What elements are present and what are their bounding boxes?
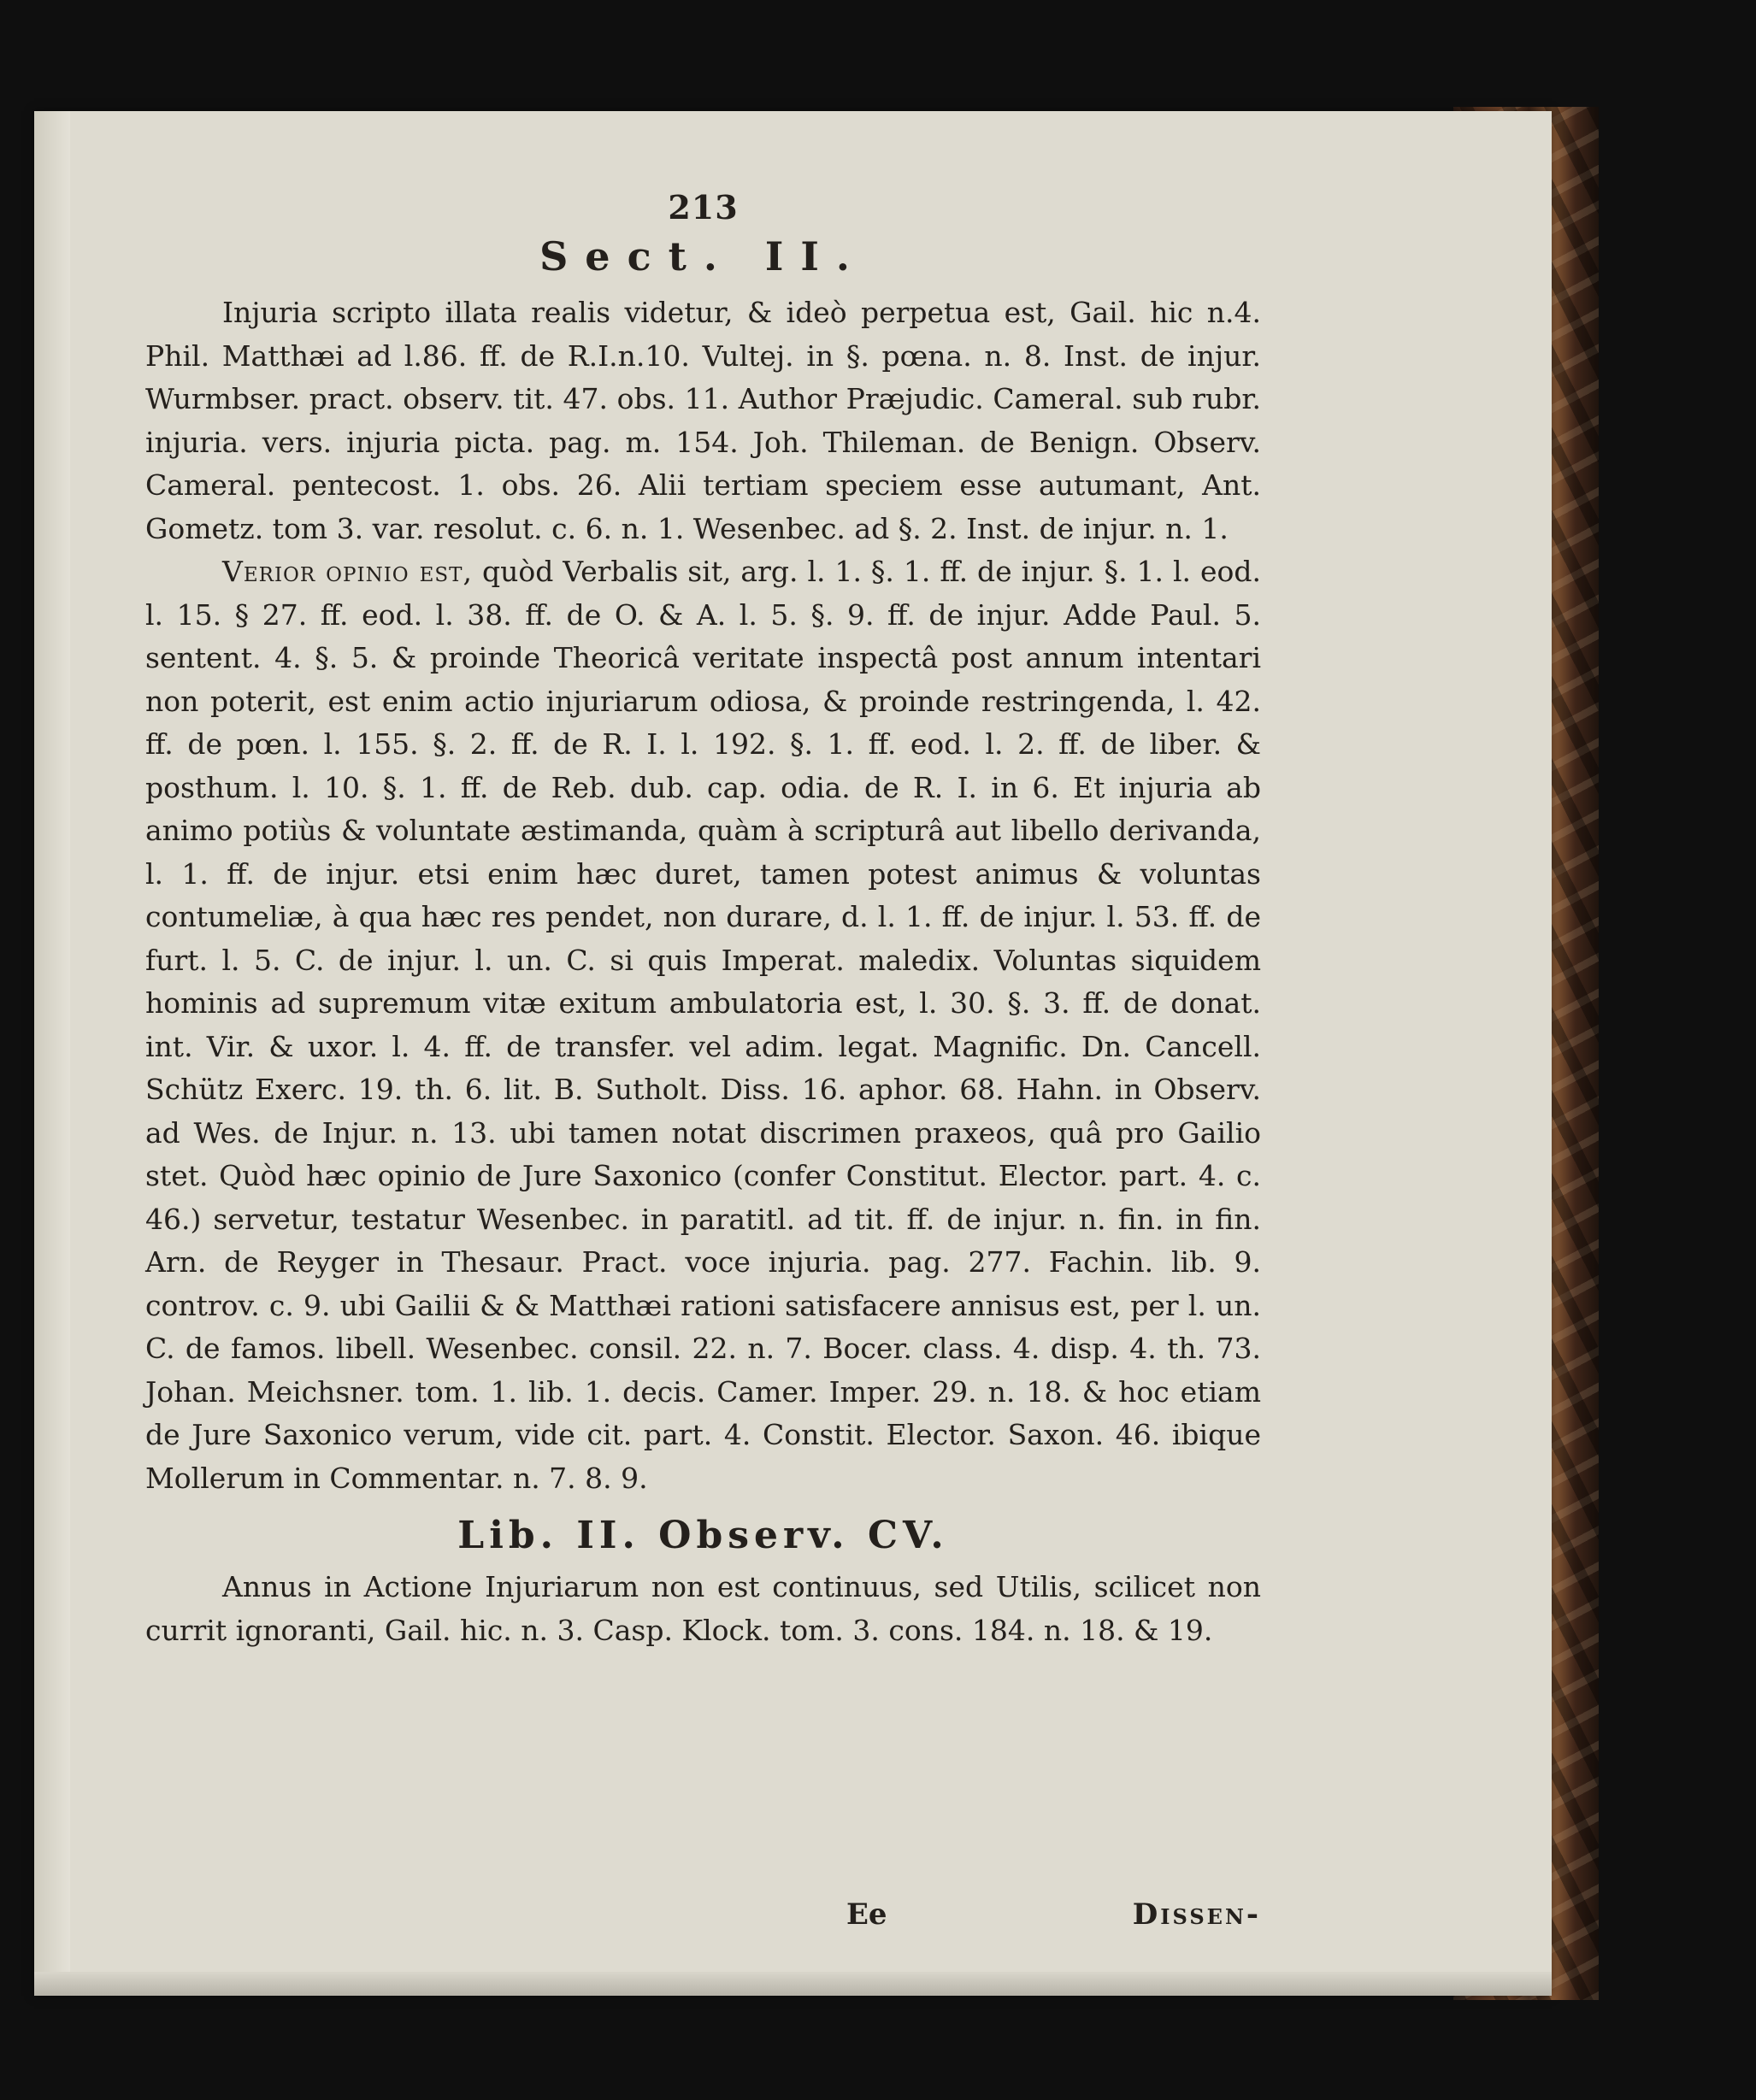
final-paragraph: Annus in Actione Injuriarum non est continuus, sed Utilis, scilicet non currit ignoranti, Gail. hic. n. 3. Casp. Klock. tom. 3. cons. 184. n. 18. & 19. (145, 1570, 1261, 1647)
page-gutter (34, 111, 70, 1996)
book-page (34, 111, 1552, 1996)
page-footer (145, 1897, 1261, 1949)
paragraph-2 (145, 550, 1261, 1500)
page-text-block (145, 188, 1261, 1652)
section-heading: Sect. II. (539, 233, 867, 279)
catchword: Dissen- (1132, 1897, 1261, 1932)
observation-heading: Lib. II. Observ. CV. (457, 1514, 949, 1557)
paragraph-2-text: quòd Verbalis sit, arg. l. 1. §. 1. ff. de injur. §. 1. l. eod. l. 15. § 27. ff. eod. l. 38. ff. de O. & A. l. 5. §. 9. ff. de injur. Adde Paul. 5. sentent. 4. §. 5. & proinde Theoricâ veritate inspectâ post annum intentari non poterit, est enim actio injuriarum odiosa, & proinde restringenda, l. 42. ff. de pœn. l. 155. §. 2. ff. de R. I. l. 192. §. 1. ff. eod. l. 2. ff. de liber. & posthum. l. 10. §. 1. ff. de Reb. dub. cap. odia. de R. I. in 6. Et injuria ab animo potiùs & voluntate æstimanda, quàm à scripturâ aut libello derivanda, l. 1. ff. de injur. etsi enim hæc duret, tamen potest animus & voluntas contumeliæ, à qua hæc res pendet, non durare, d. l. 1. ff. de injur. l. 53. ff. de furt. l. 5. C. de injur. l. un. C. si quis Imperat. maledix. Voluntas siquidem hominis ad supremum vitæ exitum ambulatoria est, l. 30. §. 3. ff. de donat. int. Vir. & uxor. l. 4. ff. de transfer. vel adim. legat. Magnific. Dn. Cancell. Schütz Exerc. 19. th. 6. lit. B. Sutholt. Diss. 16. aphor. 68. Hahn. in Observ. ad Wes. de Injur. n. 13. ubi tamen notat discrimen praxeos, quâ pro Gailio stet. Quòd hæc opinio de Jure Saxonico (confer Constitut. Elector. part. 4. c. 46.) servetur, testatur Wesenbec. in paratitl. ad tit. ff. de injur. n. fin. in fin. Arn. de Reyger in Thesaur. Pract. voce injuria. pag. 277. Fachin. lib. 9. controv. c. 9. ubi Gailii & & Matthæi rationi satisfacere annisus est, per l. un. C. de famos. libell. Wesenbec. consil. 22. n. 7. Bocer. class. 4. disp. 4. th. 73. Johan. Meichsner. tom. 1. lib. 1. decis. Camer. Imper. 29. n. 18. & hoc etiam de Jure Saxonico verum, vide cit. part. 4. Constit. Elector. Saxon. 46. ibique Mollerum in Commentar. n. 7. 8. 9. (145, 555, 1261, 1495)
page-number: 213 (668, 188, 739, 226)
paragraph-1 (145, 291, 1261, 550)
page-bottom-edge (34, 1972, 1552, 1996)
paragraph-2-lead: Verior opinio est, (222, 555, 473, 588)
signature-mark: Ee (846, 1897, 887, 1932)
paragraph-1-text: Injuria scripto illata realis videtur, & ideò perpetua est, Gail. hic n.4. Phil. Matthæi ad l.86. ff. de R.I.n.10. Vultej. in §. pœna. n. 8. Inst. de injur. Wurmbser. pract. observ. tit. 47. obs. 11. Author Præjudic. Cameral. sub rubr. injuria. vers. injuria picta. pag. m. 154. Joh. Thileman. de Benign. Observ. Cameral. pentecost. 1. obs. 26. Alii tertiam speciem esse autumant, Ant. Gometz. tom 3. var. resolut. c. 6. n. 1. Wesenbec. ad §. 2. Inst. de injur. n. 1. (145, 296, 1261, 545)
